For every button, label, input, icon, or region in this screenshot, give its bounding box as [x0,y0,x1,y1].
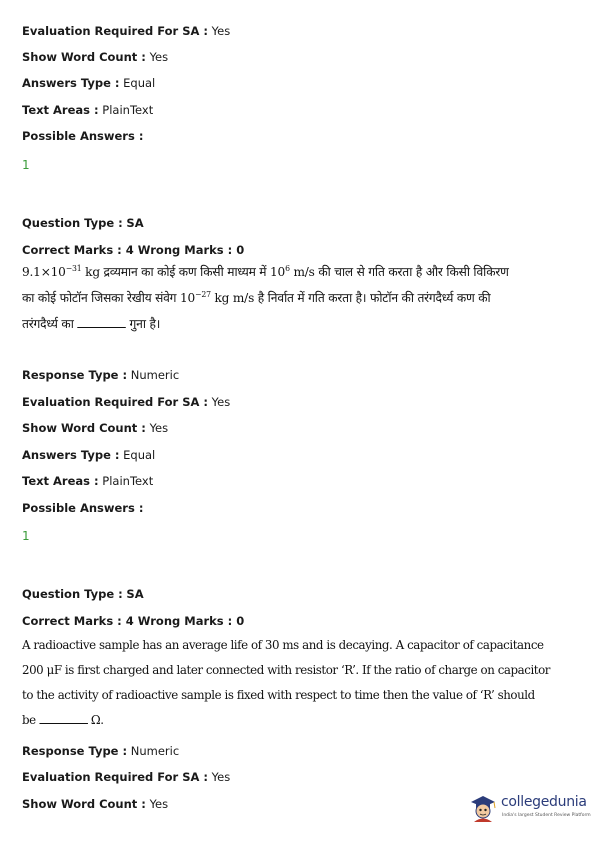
field-label: Possible Answers : [22,129,144,143]
field-label: Show Word Count : [22,797,146,811]
field-value: PlainText [102,103,154,117]
field-value: Numeric [130,368,180,382]
question-line: $9.1\times 10^{-31}$ kg द्रव्यमान का कोई कण किसी माध्यम में $10^6$ m/s की चाल से गति करता है और किसी विकिरण [22,263,509,279]
question-line: का कोई फोटॉन जिसका रेखीय संवेग $10^{-27}$ kg m/s है निर्वात में गति करता है। फोटॉन की तरंगदैर्ध्य कण की [22,289,491,305]
question-line: be Ω. [22,713,104,727]
field-label: Evaluation Required For SA : [22,770,209,784]
eval-required-row [22,395,230,409]
logo-tagline: India's largest Student Review Platform [502,813,591,818]
eval-required-row [22,770,230,784]
answers-type-row [22,448,155,462]
field-label: Show Word Count : [22,421,146,435]
question-text-english [22,633,565,733]
answer-blank [39,713,88,724]
question-line: to the activity of radioactive sample is fixed with respect to time then the value of ‘R’ should [22,688,535,702]
field-value: Numeric [130,744,180,758]
field-value: SA [126,216,144,230]
field-value: Yes [149,50,169,64]
question-type-row [22,587,144,601]
word-count-row [22,797,168,811]
field-label: Text Areas : [22,474,99,488]
field-label: Question Type : [22,216,123,230]
field-label: Answers Type : [22,448,120,462]
field-label: Evaluation Required For SA : [22,395,209,409]
possible-answers-row [22,501,143,515]
answer-blank [77,317,126,328]
possible-answers-row [22,129,143,143]
question-line: A radioactive sample has an average life of 30 ms and is decaying. A capacitor of capacitance [22,638,544,652]
field-value: Equal [123,448,156,462]
collegedunia-logo[interactable] [468,791,590,827]
field-value: Yes [149,797,169,811]
field-label: Response Type : [22,368,128,382]
field-label: Text Areas : [22,103,99,117]
answers-type-row [22,76,155,90]
field-value: SA [126,587,144,601]
field-value: Yes [211,770,231,784]
response-type-row [22,368,179,382]
field-label: Possible Answers : [22,501,144,515]
field-label: Response Type : [22,744,128,758]
marks-row: Correct Marks : 4 Wrong Marks : 0 [22,614,245,628]
question-line: तरंगदैर्ध्य का गुना है। [22,316,161,331]
word-count-row [22,50,168,64]
text-areas-row [22,103,153,117]
graduate-mascot-icon [468,793,498,823]
field-value: PlainText [102,474,154,488]
field-value: Yes [211,395,231,409]
response-type-row [22,744,179,758]
field-value: Yes [211,24,231,38]
field-label: Question Type : [22,587,123,601]
logo-wordmark: collegedunia [501,794,587,810]
possible-answer-value: 1 [22,529,30,543]
text-areas-row [22,474,153,488]
field-label: Answers Type : [22,76,120,90]
field-label: Show Word Count : [22,50,146,64]
word-count-row [22,421,168,435]
field-value: Equal [123,76,156,90]
question-type-row [22,216,144,230]
question-line: 200 μF is first charged and later connected with resistor ‘R’. If the ratio of charge on capacitor [22,663,551,677]
field-label: Evaluation Required For SA : [22,24,209,38]
field-value: Yes [149,421,169,435]
question-text-hindi [22,259,565,337]
marks-row: Correct Marks : 4 Wrong Marks : 0 [22,243,245,257]
eval-required-row [22,24,230,38]
possible-answer-value: 1 [22,158,30,172]
